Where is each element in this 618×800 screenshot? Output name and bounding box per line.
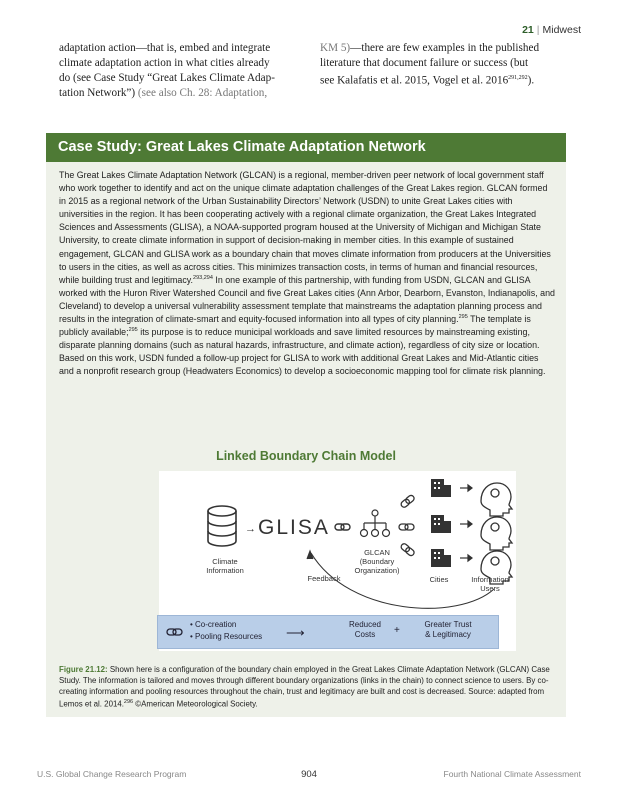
climate-information-label: Climate Information	[206, 557, 244, 575]
legend-trust-legitimacy: Greater Trust & Legitimacy	[424, 620, 472, 639]
section-name: Midwest	[542, 24, 581, 36]
citation-superscript[interactable]: 295	[128, 327, 138, 334]
legend-arrow-icon: ⟶	[286, 625, 305, 640]
body-part-4: its purpose is to reduce municipal workloads and save limited resources by mainstreaming existing, disparate planning domains (such as natural hazards, infrastructure, and climate action), regardless of city size or location. Based on this work, USDN funded a follow-up project for GLISA to work with additional Great Lakes and Mid-Atlantic cities and a nonprofit research group (Headwaters Economics) to develop a socioeconomic mapping tool for climate risk planning.	[59, 327, 546, 377]
running-header	[522, 24, 581, 36]
citation-superscript[interactable]: 293,294	[193, 274, 213, 281]
chain-link-icon	[166, 627, 184, 637]
chain-link-icon	[335, 524, 350, 530]
left-line-2: climate adaptation action in what cities already	[59, 57, 270, 69]
head-gears-icon	[481, 483, 512, 584]
citation-superscript[interactable]: 295	[458, 314, 468, 321]
right-line-2: literature that document failure or success (but	[320, 57, 529, 69]
case-study-body	[59, 169, 555, 379]
figure-title: Linked Boundary Chain Model	[216, 449, 396, 463]
glisa-label: GLISA	[258, 516, 330, 539]
legend-reduced-costs: Reduced Costs	[348, 620, 382, 639]
arrow-icon	[460, 485, 472, 561]
body-part-1: The Great Lakes Climate Adaptation Network (GLCAN) is a regional, member-driven peer network of local government staff who work together to identify and act on the unique climate adaptation challenges of the Great Lakes region. GLCAN formed in 2015 as a regional network of the Urban Sustainability Directors’ Network (USDN) to unite Great Lakes cities with universities in the region. It has been cooperating actively with a regional climate organization, the Great Lakes Integrated Sciences and Assessments (GLISA), a NOAA-supported program housed at the University of Michigan and Michigan State University, to create climate information in support of decision-making in member cities. In this example of sustained engagement, GLCAN and GLISA work as a boundary chain that moves climate information from producers at the Universities to users in the cities, as well as across cities. This minimizes transaction costs, in terms of human and financial resources, while building trust and legitimacy.	[59, 170, 551, 285]
case-study-title: Case Study: Great Lakes Climate Adaptation Network	[46, 133, 566, 162]
glcan-label: GLCAN (Boundary Organization)	[354, 548, 400, 575]
right-column	[320, 41, 564, 101]
chapter-number: 21	[522, 24, 534, 36]
chapter-cross-reference-link[interactable]: (see also Ch. 28: Adaptation,	[135, 87, 268, 99]
body-part-2: In one example of this partnership, with funding from USDN, GLCAN and GLISA worked with the Huron River Watershed Council and five Great Lakes cities (Ann Arbor, Dearborn, Evanston, Indianapolis, and Cleveland) to develop a universal vulnerability assessment template that mainstreams the adaptation planning process and results in the integration of climate-smart and equity-focused information into all types of city planning.	[59, 274, 555, 325]
body-part-3: The template is publicly available;	[59, 314, 531, 338]
database-icon	[208, 506, 236, 546]
right-line-3-end: ).	[527, 74, 535, 87]
footer-publisher: U.S. Global Change Research Program	[37, 769, 187, 779]
case-study-box	[46, 133, 566, 717]
figure-legend	[157, 615, 499, 649]
caption-copyright: ©American Meteorological Society.	[133, 699, 258, 709]
header-separator: |	[536, 24, 540, 36]
citation-superscript[interactable]: 291,292	[508, 75, 528, 81]
two-column-text	[59, 41, 564, 101]
legend-plus: +	[394, 625, 400, 636]
footer-report-name: Fourth National Climate Assessment	[443, 769, 581, 779]
caption-text: Shown here is a configuration of the boundary chain employed in the Great Lakes Climate Adaptation Network (GLCAN) Case Study. The information is tailored and moves through different boundary organizations (links in the chain) to connect science to users. By co-creating information and pooling resources throughout the chain, trust and legitimacy are built and cost is decreased. Source: adapted from Lemos et al. 2014.	[59, 665, 550, 709]
cities-label: Cities	[429, 575, 449, 584]
left-column	[59, 41, 303, 101]
left-line-1: adaptation action—that is, embed and integrate	[59, 42, 271, 54]
left-line-4: tation Network”)	[59, 87, 136, 99]
figure-label: Figure 21.12:	[59, 665, 108, 674]
citation-superscript[interactable]: 296	[123, 699, 134, 705]
arrow-right-icon: →	[245, 523, 256, 535]
feedback-label: Feedback	[307, 574, 341, 583]
right-line-1: —there are few examples in the published	[350, 42, 540, 54]
legend-co-creation: • Co-creation	[190, 620, 237, 629]
right-line-3: see Kalafatis et al. 2015, Vogel et al. 2016	[320, 74, 509, 87]
information-users-label: Information Users	[471, 575, 509, 593]
network-hierarchy-icon	[361, 510, 390, 537]
left-line-3: do (see Case Study “Great Lakes Climate Adap-	[59, 72, 275, 84]
figure-caption	[59, 664, 555, 710]
legend-pooling-resources: • Pooling Resources	[190, 632, 263, 641]
page-number: 904	[301, 769, 317, 780]
key-message-reference: KM 5)	[320, 42, 351, 54]
